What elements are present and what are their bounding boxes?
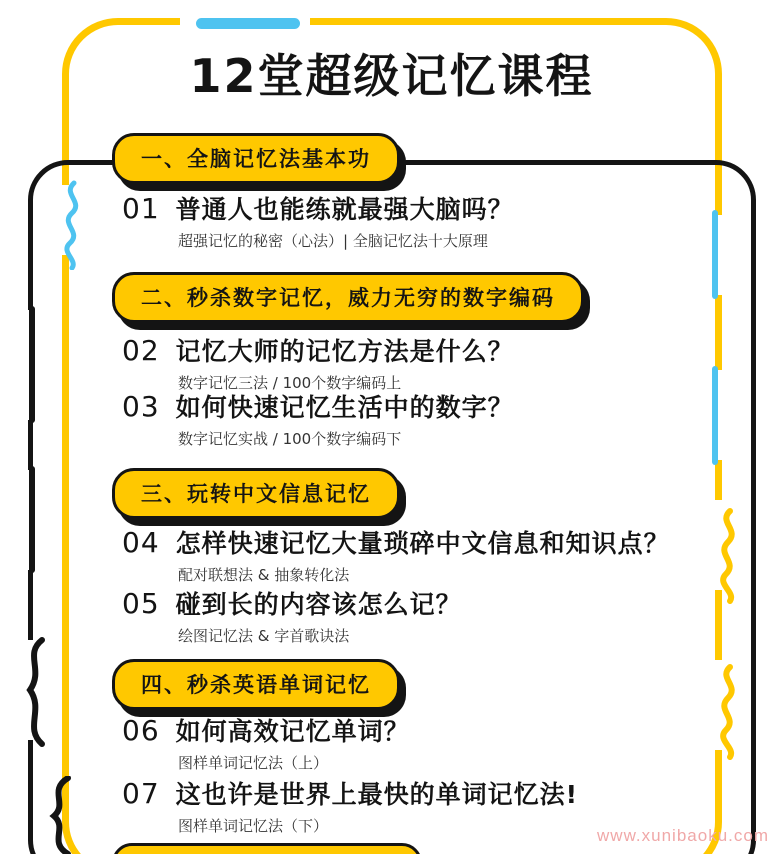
lesson-item-06[interactable] <box>122 712 410 773</box>
section-heading-3 <box>112 468 400 519</box>
lesson-subtitle: 图样单词记忆法（上） <box>178 754 329 772</box>
lesson-item-04[interactable] <box>122 524 670 585</box>
section-label-4: 四、秒杀英语单词记忆 <box>112 659 400 710</box>
section-label-next <box>112 843 422 854</box>
lesson-title: 如何高效记忆单词？ <box>175 717 410 746</box>
lesson-subtitle: 数字记忆实战 / 100个数字编码下 <box>178 430 402 448</box>
lesson-subtitle: 绘图记忆法 & 字首歌诀法 <box>178 627 350 645</box>
section-label-3: 三、玩转中文信息记忆 <box>112 468 400 519</box>
lesson-number: 01 <box>122 192 160 225</box>
lesson-title: 普通人也能练就最强大脑吗？ <box>175 195 514 224</box>
section-heading-next-partial <box>112 843 422 854</box>
watermark-text: www.xunibaoku.com <box>597 826 769 845</box>
lesson-subtitle: 图样单词记忆法（下） <box>178 817 329 835</box>
lesson-number: 05 <box>122 587 160 620</box>
lesson-number: 07 <box>122 777 160 810</box>
lesson-item-07[interactable] <box>122 775 578 836</box>
lesson-item-02[interactable] <box>122 332 514 393</box>
lesson-subtitle: 超强记忆的秘密（心法）| 全脑记忆法十大原理 <box>178 232 488 250</box>
section-heading-1 <box>112 133 400 184</box>
lesson-number: 04 <box>122 526 160 559</box>
lesson-subtitle: 配对联想法 & 抽象转化法 <box>178 566 350 584</box>
lesson-number: 02 <box>122 334 160 367</box>
lesson-title: 这也许是世界上最快的单词记忆法! <box>175 780 579 809</box>
lesson-title: 记忆大师的记忆方法是什么？ <box>175 337 514 366</box>
lesson-subtitle: 数字记忆三法 / 100个数字编码上 <box>178 374 402 392</box>
lesson-number: 06 <box>122 714 160 747</box>
lesson-title: 如何快速记忆生活中的数字？ <box>175 393 514 422</box>
section-label-2: 二、秒杀数字记忆，威力无穷的数字编码 <box>112 272 584 323</box>
lesson-item-03[interactable] <box>122 388 514 449</box>
lesson-item-01[interactable] <box>122 190 514 251</box>
lesson-item-05[interactable] <box>122 585 462 646</box>
lesson-title: 碰到长的内容该怎么记？ <box>175 590 462 619</box>
section-heading-4 <box>112 659 400 710</box>
page-title: 12堂超级记忆课程 <box>189 49 594 103</box>
section-label-1: 一、全脑记忆法基本功 <box>112 133 400 184</box>
section-heading-2 <box>112 272 584 323</box>
lesson-title: 怎样快速记忆大量琐碎中文信息和知识点？ <box>175 529 670 558</box>
lesson-number: 03 <box>122 390 160 423</box>
